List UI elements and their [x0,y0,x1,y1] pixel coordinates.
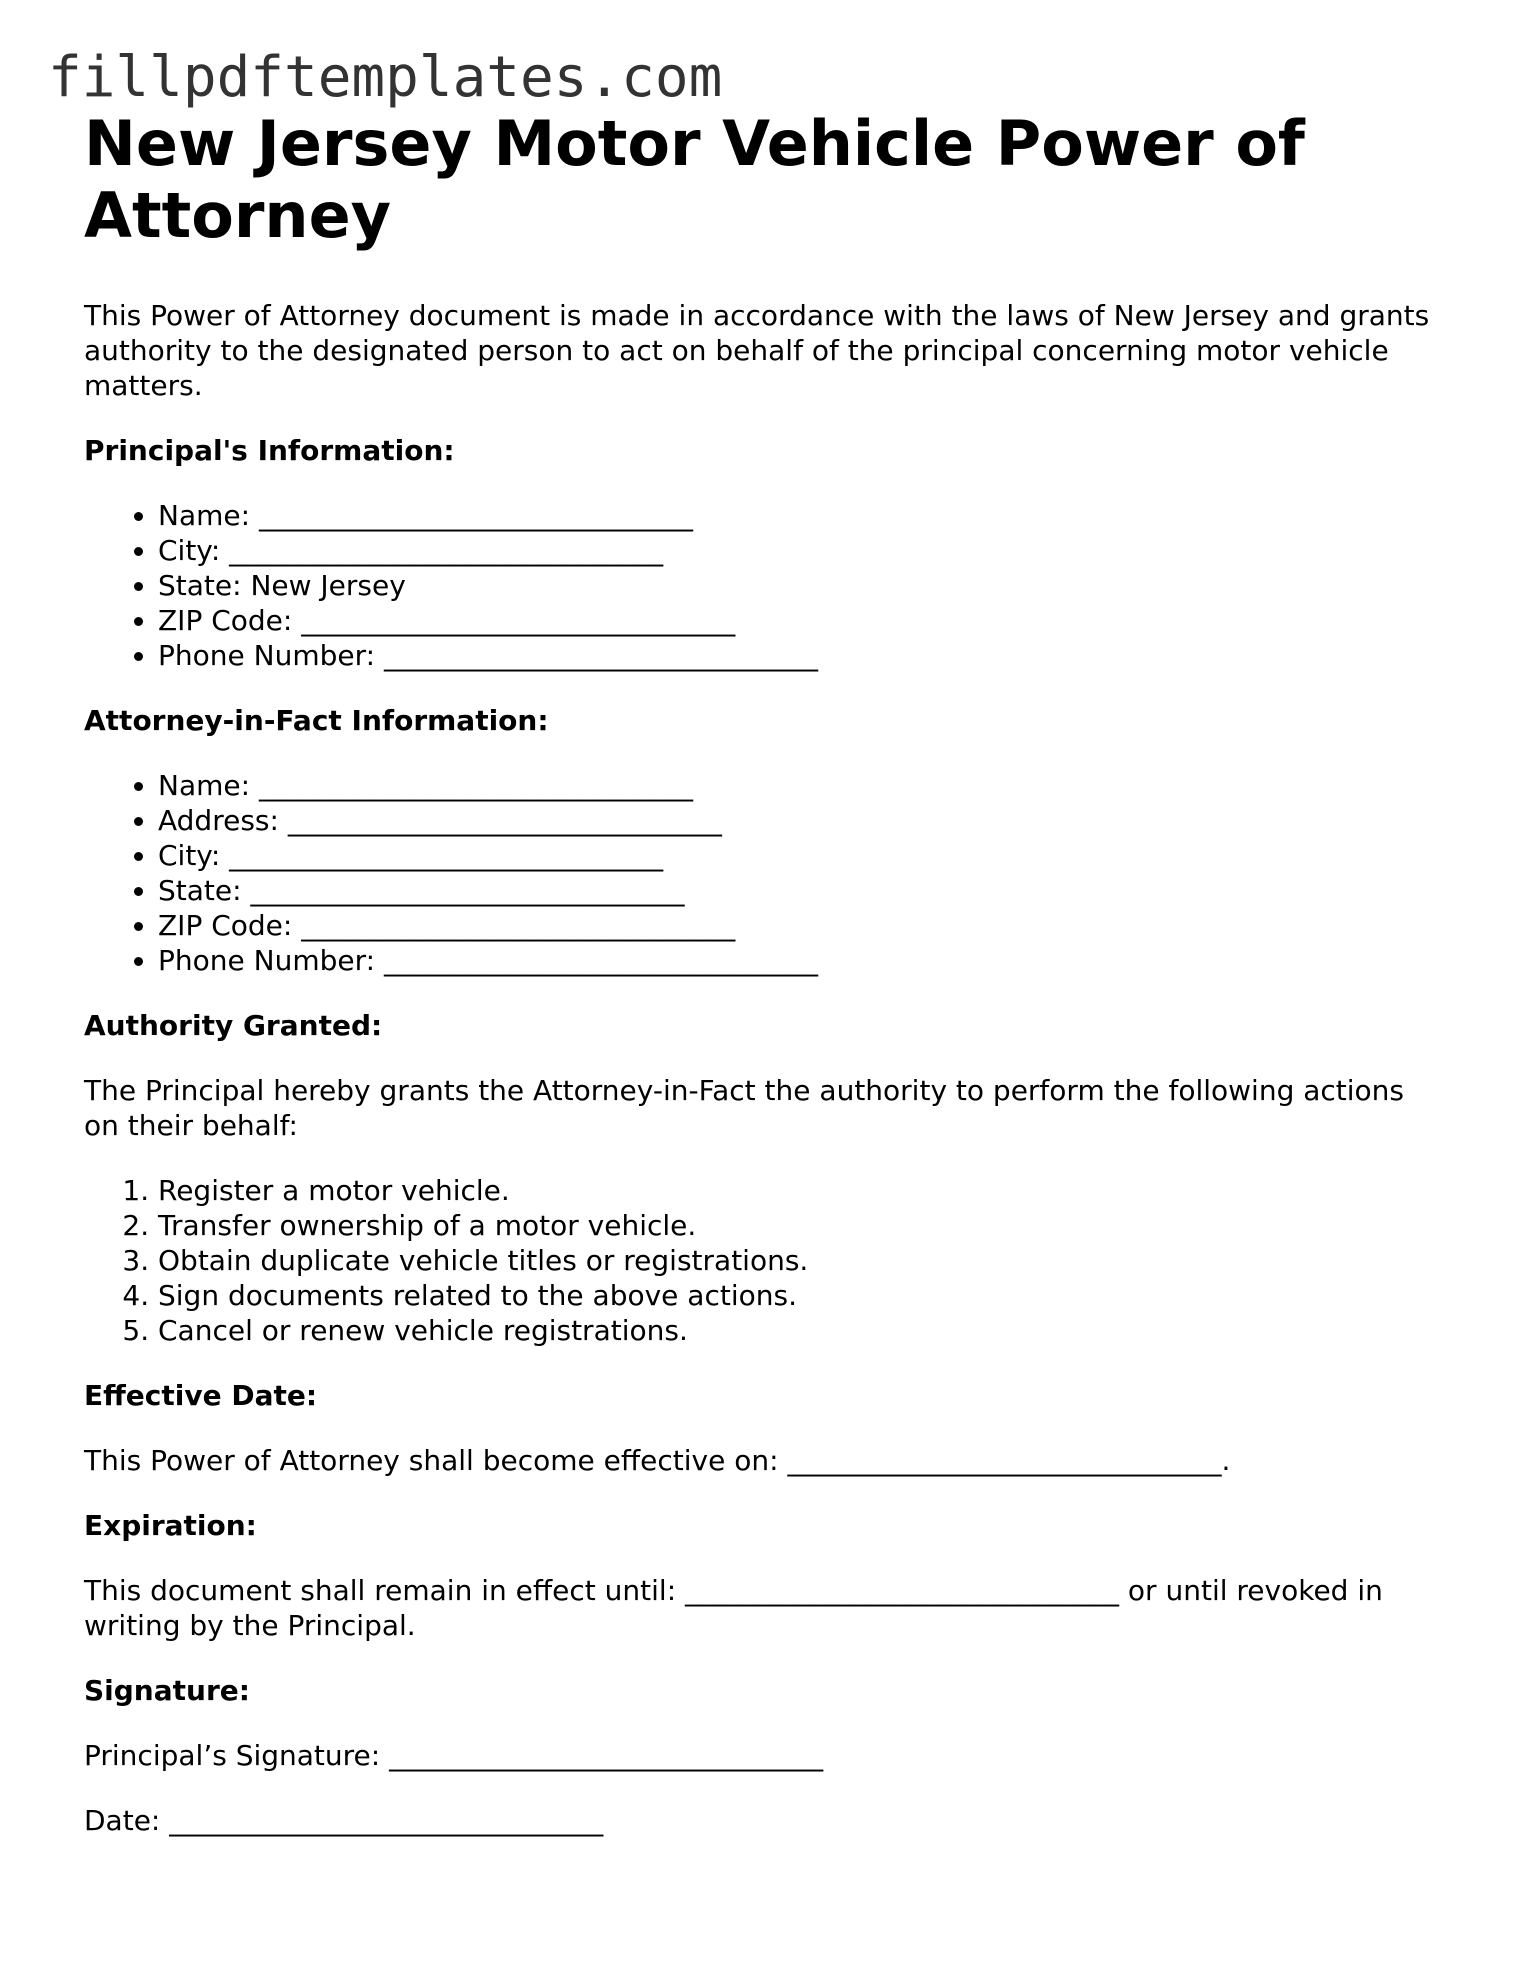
principal-state-field: • State: New Jersey [158,568,1444,603]
authority-item: 5. Cancel or renew vehicle registrations. [158,1313,1444,1348]
signature-date-field[interactable]: Date: _______________________________ [84,1804,604,1837]
attorney-city-field[interactable]: • City: _______________________________ [158,838,1444,873]
signature-heading: Signature: [84,1674,250,1707]
authority-list [84,1173,1444,1348]
effective-heading: Effective Date: [84,1379,318,1412]
authority-paragraph: The Principal hereby grants the Attorney-in-Fact the authority to perform the following actions on their behalf: [84,1074,1405,1142]
authority-item: 4. Sign documents related to the above actions. [158,1278,1444,1313]
authority-item: 3. Obtain duplicate vehicle titles or registrations. [158,1243,1444,1278]
authority-item: 2. Transfer ownership of a motor vehicle. [158,1208,1444,1243]
expiration-date-field[interactable]: This document shall remain in effect until: _______________________________ or until revoked in writing by the Principal. [84,1574,1383,1642]
principal-city-field[interactable]: • City: _______________________________ [158,533,1444,568]
attorney-address-field[interactable]: • Address: _______________________________ [158,803,1444,838]
effective-date-field[interactable]: This Power of Attorney shall become effective on: _______________________________. [84,1444,1231,1477]
attorney-info-list [84,768,1444,978]
principal-name-field[interactable]: • Name: _______________________________ [158,498,1444,533]
principal-heading: Principal's Information: [84,434,455,467]
attorney-name-field[interactable]: • Name: _______________________________ [158,768,1444,803]
authority-item: 1. Register a motor vehicle. [158,1173,1444,1208]
attorney-phone-field[interactable]: • Phone Number: _______________________________ [158,943,1444,978]
principal-phone-field[interactable]: • Phone Number: _______________________________ [158,638,1444,673]
expiration-heading: Expiration: [84,1509,257,1542]
attorney-zip-field[interactable]: • ZIP Code: _______________________________ [158,908,1444,943]
attorney-heading: Attorney-in-Fact Information: [84,704,549,737]
watermark: fillpdftemplates.com [48,45,723,110]
document-page [84,108,1444,1838]
principal-signature-field[interactable]: Principal’s Signature: _______________________________ [84,1739,824,1772]
document-title: New Jersey Motor Vehicle Power of Attorney [84,107,1305,252]
authority-heading: Authority Granted: [84,1009,383,1042]
intro-paragraph: This Power of Attorney document is made in accordance with the laws of New Jersey and grants authority to the designated person to act on behalf of the principal concerning motor vehicle matters. [84,299,1430,402]
principal-zip-field[interactable]: • ZIP Code: _______________________________ [158,603,1444,638]
principal-info-list [84,498,1444,673]
attorney-state-field[interactable]: • State: _______________________________ [158,873,1444,908]
